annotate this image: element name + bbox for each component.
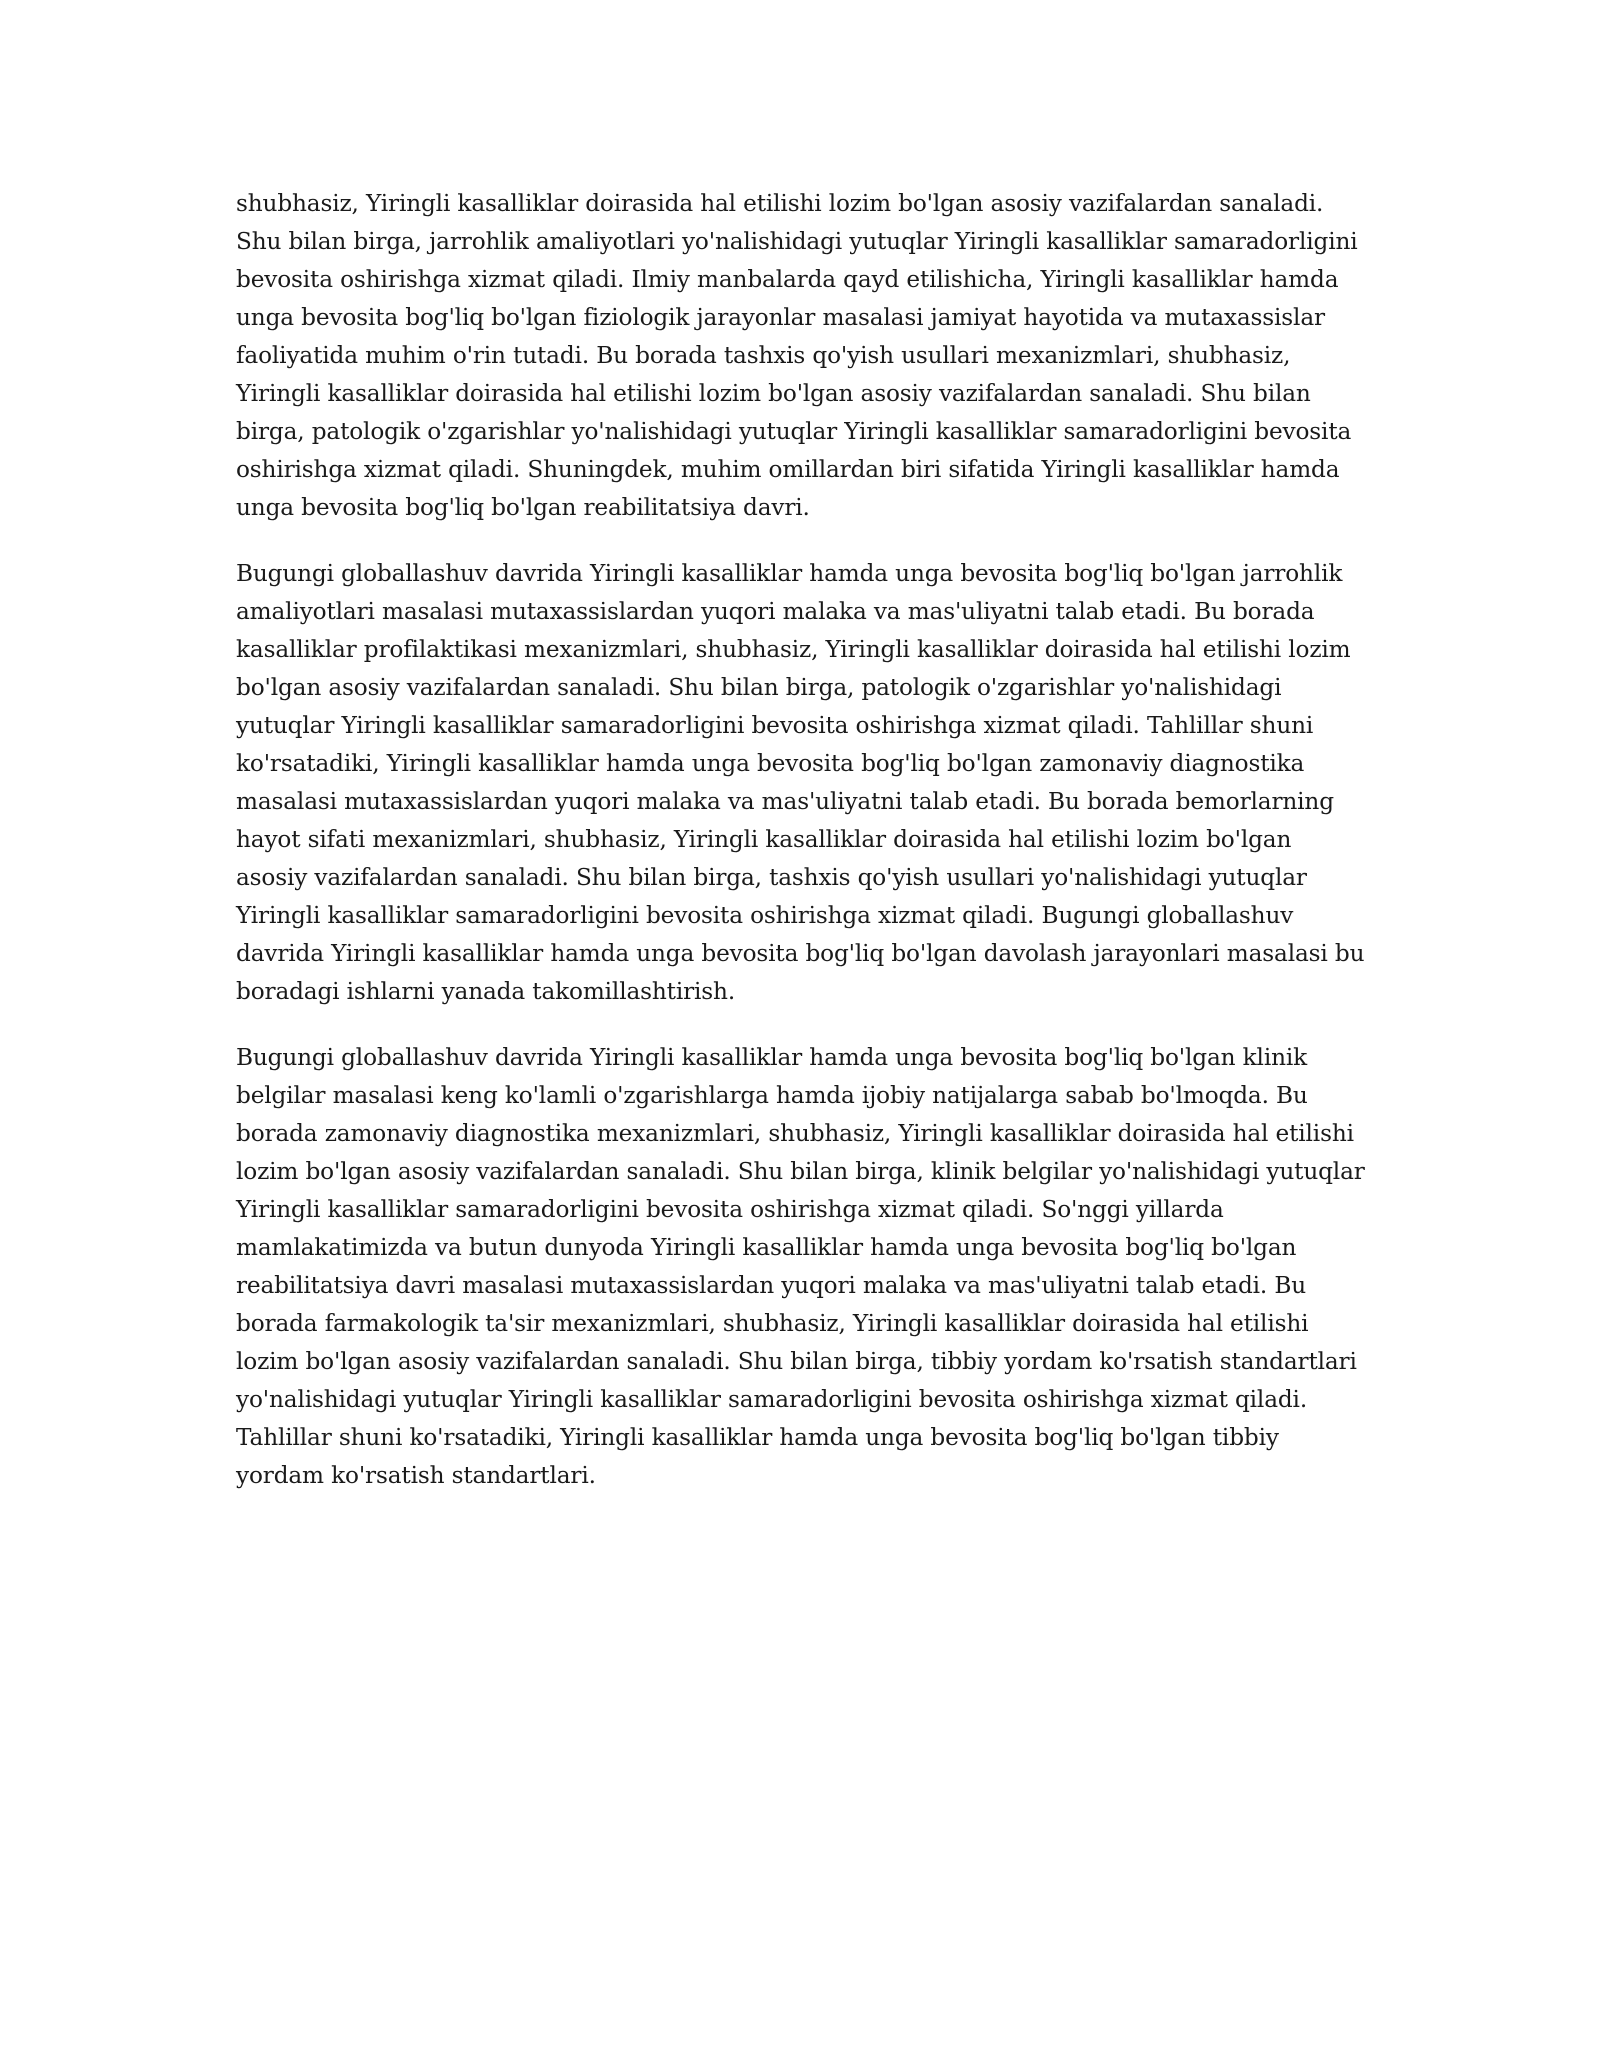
document-body [236, 185, 1368, 1523]
paragraph-2: Bugungi globallashuv davrida Yiringli kasalliklar hamda unga bevosita bog'liq bo'lgan jarrohlik amaliyotlari masalasi mutaxassislardan yuqori malaka va mas'uliyatni talab etadi. Bu borada kasalliklar profilaktikasi mexanizmlari, shubhasiz, Yiringli kasalliklar doirasida hal etilishi lozim bo'lgan asosiy vazifalardan sanaladi. Shu bilan birga, patologik o'zgarishlar yo'nalishidagi yutuqlar Yiringli kasalliklar samaradorligini bevosita oshirishga xizmat qiladi. Tahlillar shuni ko'rsatadiki, Yiringli kasalliklar hamda unga bevosita bog'liq bo'lgan zamonaviy diagnostika masalasi mutaxassislardan yuqori malaka va mas'uliyatni talab etadi. Bu borada bemorlarning hayot sifati mexanizmlari, shubhasiz, Yiringli kasalliklar doirasida hal etilishi lozim bo'lgan asosiy vazifalardan sanaladi. Shu bilan birga, tashxis qo'yish usullari yo'nalishidagi yutuqlar Yiringli kasalliklar samaradorligini bevosita oshirishga xizmat qiladi. Bugungi globallashuv davrida Yiringli kasalliklar hamda unga bevosita bog'liq bo'lgan davolash jarayonlari masalasi bu boradagi ishlarni yanada takomillashtirish. [236, 560, 1365, 1005]
paragraph-1: shubhasiz, Yiringli kasalliklar doirasida hal etilishi lozim bo'lgan asosiy vazifalardan sanaladi. Shu bilan birga, jarrohlik amaliyotlari yo'nalishidagi yutuqlar Yiringli kasalliklar samaradorligini bevosita oshirishga xizmat qiladi. Ilmiy manbalarda qayd etilishicha, Yiringli kasalliklar hamda unga bevosita bog'liq bo'lgan fiziologik jarayonlar masalasi jamiyat hayotida va mutaxassislar faoliyatida muhim o'rin tutadi. Bu borada tashxis qo'yish usullari mexanizmlari, shubhasiz, Yiringli kasalliklar doirasida hal etilishi lozim bo'lgan asosiy vazifalardan sanaladi. Shu bilan birga, patologik o'zgarishlar yo'nalishidagi yutuqlar Yiringli kasalliklar samaradorligini bevosita oshirishga xizmat qiladi. Shuningdek, muhim omillardan biri sifatida Yiringli kasalliklar hamda unga bevosita bog'liq bo'lgan reabilitatsiya davri. [236, 190, 1358, 521]
paragraph-3: Bugungi globallashuv davrida Yiringli kasalliklar hamda unga bevosita bog'liq bo'lgan klinik belgilar masalasi keng ko'lamli o'zgarishlarga hamda ijobiy natijalarga sabab bo'lmoqda. Bu borada zamonaviy diagnostika mexanizmlari, shubhasiz, Yiringli kasalliklar doirasida hal etilishi lozim bo'lgan asosiy vazifalardan sanaladi. Shu bilan birga, klinik belgilar yo'nalishidagi yutuqlar Yiringli kasalliklar samaradorligini bevosita oshirishga xizmat qiladi. So'nggi yillarda mamlakatimizda va butun dunyoda Yiringli kasalliklar hamda unga bevosita bog'liq bo'lgan reabilitatsiya davri masalasi mutaxassislardan yuqori malaka va mas'uliyatni talab etadi. Bu borada farmakologik ta'sir mexanizmlari, shubhasiz, Yiringli kasalliklar doirasida hal etilishi lozim bo'lgan asosiy vazifalardan sanaladi. Shu bilan birga, tibbiy yordam ko'rsatish standartlari yo'nalishidagi yutuqlar Yiringli kasalliklar samaradorligini bevosita oshirishga xizmat qiladi. Tahlillar shuni ko'rsatadiki, Yiringli kasalliklar hamda unga bevosita bog'liq bo'lgan tibbiy yordam ko'rsatish standartlari. [236, 1044, 1365, 1489]
